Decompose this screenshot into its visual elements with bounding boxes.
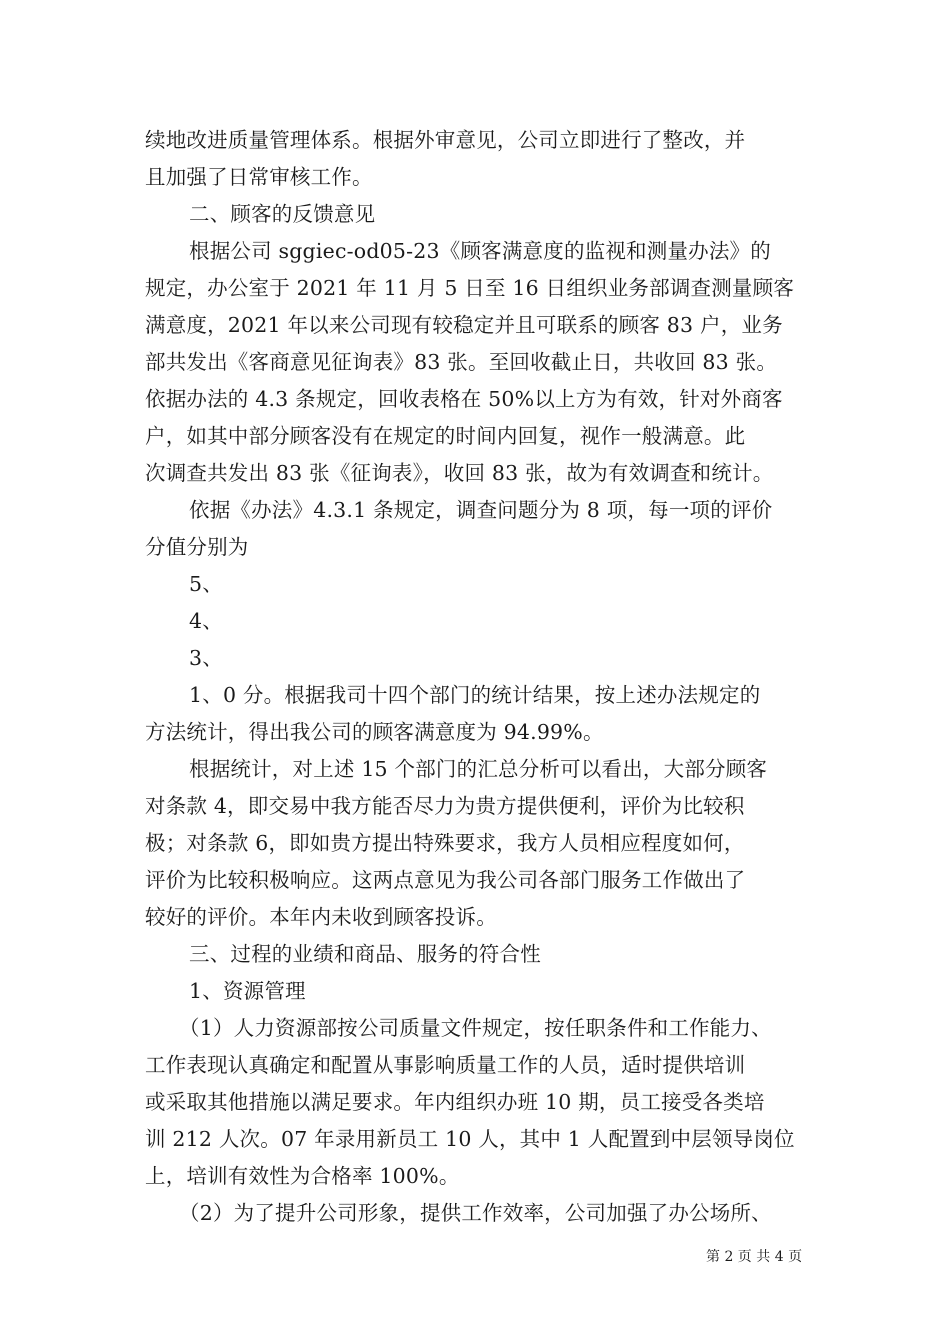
text-line: 对条款 4，即交易中我方能否尽力为贵方提供便利，评价为比较积 (145, 794, 745, 818)
text-line: 工作表现认真确定和配置从事影响质量工作的人员，适时提供培训 (145, 1053, 746, 1077)
text-line: （1）人力资源部按公司质量文件规定，按任职条件和工作能力、 (179, 1016, 772, 1040)
list-item: 5、 (189, 572, 223, 596)
text-line: 较好的评价。本年内未收到顾客投诉。 (145, 905, 497, 929)
document-body (145, 122, 817, 1232)
text-line: 部共发出《客商意见征询表》83 张。至回收截止日，共收回 83 张。 (145, 350, 778, 374)
text-line: 根据统计，对上述 15 个部门的汇总分析可以看出，大部分顾客 (189, 757, 768, 781)
text-line: 评价为比较积极响应。这两点意见为我公司各部门服务工作做出了 (145, 868, 746, 892)
text-line: （2）为了提升公司形象，提供工作效率，公司加强了办公场所、 (179, 1201, 772, 1225)
text-line: 分值分别为 (145, 535, 249, 559)
text-line: 根据公司 sggiec-od05-23《顾客满意度的监视和测量办法》的 (189, 239, 771, 263)
text-line: 依据办法的 4.3 条规定，回收表格在 50%以上方为有效，针对外商客 (145, 387, 783, 411)
text-line: 规定，办公室于 2021 年 11 月 5 日至 16 日组织业务部调查测量顾客 (145, 276, 795, 300)
text-line: 上，培训有效性为合格率 100%。 (145, 1164, 460, 1188)
page-number: 第 2 页 共 4 页 (706, 1249, 803, 1265)
text-line: 依据《办法》4.3.1 条规定，调查问题分为 8 项，每一项的评价 (189, 498, 773, 522)
text-line: 续地改进质量管理体系。根据外审意见，公司立即进行了整改，并 (145, 128, 746, 152)
text-line: 户，如其中部分顾客没有在规定的时间内回复，视作一般满意。此 (145, 424, 746, 448)
text-line: 且加强了日常审核工作。 (145, 165, 373, 189)
section-heading: 三、过程的业绩和商品、服务的符合性 (189, 942, 541, 966)
subsection-heading: 1、资源管理 (189, 979, 306, 1003)
text-line: 训 212 人次。07 年录用新员工 10 人，其中 1 人配置到中层领导岗位 (145, 1127, 795, 1151)
section-heading: 二、顾客的反馈意见 (189, 202, 376, 226)
text-line: 或采取其他措施以满足要求。年内组织办班 10 期，员工接受各类培 (145, 1090, 765, 1114)
text-line: 方法统计，得出我公司的顾客满意度为 94.99%。 (145, 720, 604, 744)
text-line: 次调查共发出 83 张《征询表》，收回 83 张，故为有效调查和统计。 (145, 461, 774, 485)
list-item: 3、 (189, 646, 223, 670)
text-line: 满意度，2021 年以来公司现有较稳定并且可联系的顾客 83 户，业务 (145, 313, 783, 337)
text-line: 极；对条款 6，即如贵方提出特殊要求，我方人员相应程度如何， (145, 831, 745, 855)
list-item: 4、 (189, 609, 223, 633)
text-line: 1、0 分。根据我司十四个部门的统计结果，按上述办法规定的 (189, 683, 761, 707)
